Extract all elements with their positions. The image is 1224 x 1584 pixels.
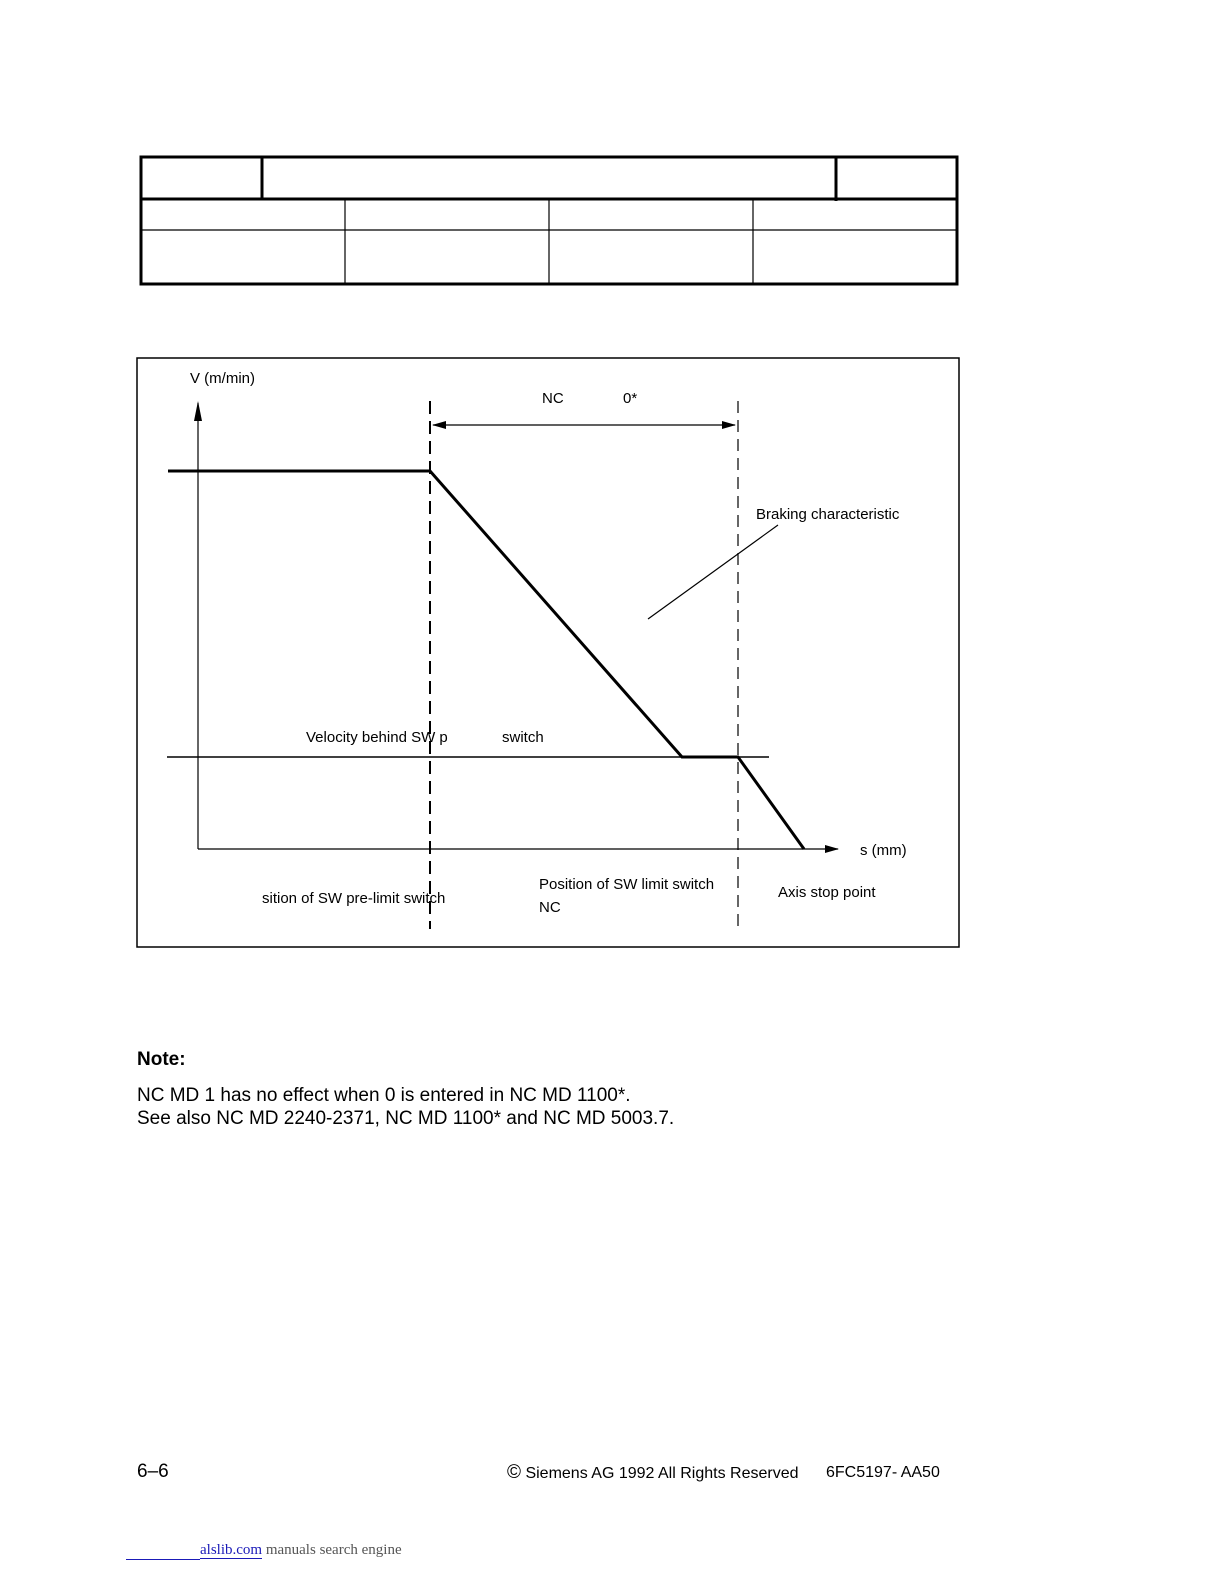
braking-diagram [136,357,960,948]
watermark-text: manuals search engine [265,1542,402,1558]
velocity-profile [168,471,804,849]
braking-label: Braking characteristic [756,506,900,523]
velocity-label-2: switch [502,729,544,746]
copyright-line [507,1462,798,1484]
braking-leader [648,525,778,619]
watermark-link[interactable]: alslib.com [200,1542,263,1558]
diagram-frame [137,358,959,947]
velocity-label-1: Velocity behind SW p [306,729,448,746]
order-number: 6FC5197- AA50 [826,1464,940,1481]
note-line-1: NC MD 1 has no effect when 0 is entered in NC MD 1100*. [137,1085,631,1106]
prelimit-label: sition of SW pre-limit switch [262,890,446,907]
page-number: 6–6 [137,1461,169,1482]
header-table [139,155,959,286]
watermark-underline [126,1542,200,1560]
header-table-grid [139,155,959,286]
stop-label: Axis stop point [778,884,876,901]
note-heading: Note: [137,1049,186,1070]
x-axis-label: s (mm) [860,842,907,859]
y-axis-label: V (m/min) [190,370,255,387]
note-line-2: See also NC MD 2240-2371, NC MD 1100* and NC MD 5003.7. [137,1108,675,1129]
limit-label: Position of SW limit switch [539,876,715,893]
y-axis-arrow [194,401,202,421]
top-label-nc: NC [542,390,564,407]
copyright-symbol: © [507,1462,521,1483]
copyright-text: Siemens AG 1992 All Rights Reserved [525,1465,799,1482]
top-label-value: 0* [623,390,638,407]
watermark [126,1542,402,1560]
limit-label-nc: NC [539,899,561,916]
diagram-graphic [136,357,960,948]
